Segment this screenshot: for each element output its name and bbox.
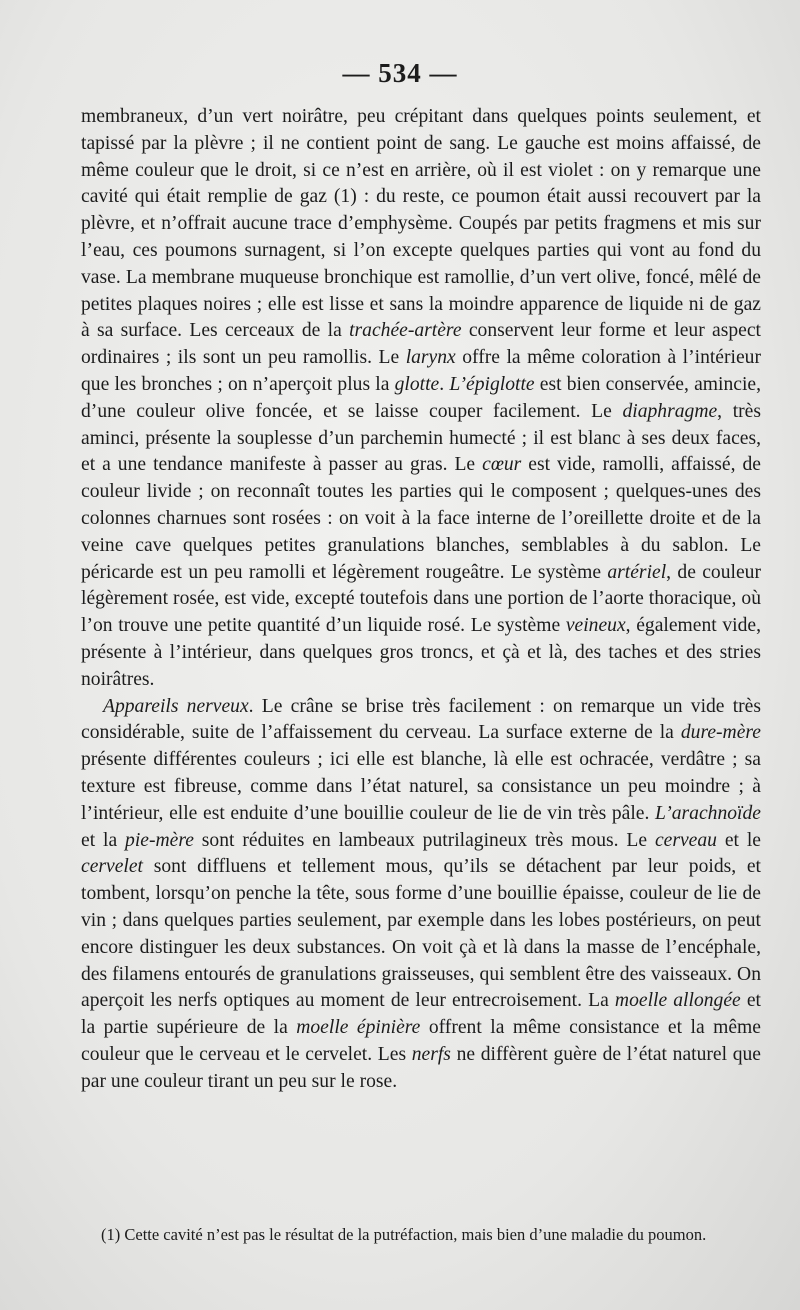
text-run: et la <box>81 829 126 851</box>
italic-term: veineux <box>565 615 626 637</box>
text-run: membraneux, d’un vert noirâtre, peu crépitant dans quelques points seulement, et tapissé par la plèvre ; il ne contient point de sang. Le gauche est moins affaissé, de même couleur que le droit, si ce n’est en arrière, où il est violet : on y remarque une cavité qui était remplie de gaz (1) : du reste, ce poumon était aussi recouvert par la plèvre, et n’offrait aucune trace d’emphysème. Coupés par petits fragmens et mis sur l’eau, ces poumons surnagent, si l’on excepte quelques parties qui vont au fond du vase. La membrane muqueuse bronchique est ramollie, d’un vert olive, foncé, mêlé de petites plaques noires ; elle est lisse et sans la moindre apparence de liquide ni de gaz à sa surface. Les cerceaux de la <box>81 106 761 342</box>
italic-term: artériel <box>607 561 667 583</box>
italic-term: larynx <box>405 347 456 369</box>
paragraph-nervous-system <box>81 694 761 1096</box>
text-run: conservent leur forme et leur aspect ordinaires ; ils sont un peu ramollis. Le <box>81 320 761 369</box>
italic-term: cerveau <box>654 829 717 851</box>
italic-term: dure-mère <box>680 722 761 744</box>
text-run: . <box>439 373 450 395</box>
text-run: sont diffluens et tellement mous, qu’ils se détachent par leur poids, et tombent, lorsqu’on penche la tête, sous forme d’une bouillie épaisse, couleur de lie de vin ; dans quelques parties seulement, par exemple dans les lobes postérieurs, on peut encore distinguer les deux substances. On voit çà et là dans la masse de l’encéphale, des filamens entourés de granulations graisseuses, qui semblent être des vaisseaux. On aperçoit les nerfs optiques au moment de leur entrecroisement. La <box>81 856 761 1012</box>
italic-term: pie-mère <box>125 829 194 851</box>
italic-term: moelle allongée <box>614 990 741 1012</box>
italic-term: moelle épinière <box>296 1017 421 1039</box>
text-run: présente différentes couleurs ; ici elle est blanche, là elle est ochracée, verdâtre ; sa texture est fibreuse, comme dans l’état naturel, sa consistance un peu moindre ; à l’intérieur, elle est enduite d’une bouillie couleur de lie de vin très pâle. <box>81 749 761 824</box>
footnote-text: (1) Cette cavité n’est pas le résultat de la putréfaction, mais bien d’une maladie du poumon. <box>101 1225 707 1244</box>
text-run: offrent la même consistance et la même couleur que le cerveau et le cervelet. Les <box>81 1017 761 1065</box>
italic-term: L’épiglotte <box>449 373 535 395</box>
text-run: est vide, ramolli, affaissé, de couleur livide ; on reconnaît toutes les parties qui le composent ; quelques-unes des colonnes charnues sont rosées : on voit à la face interne de l’oreillette droite et de la veine cave quelques petites granulations blanches, semblables à du sablon. Le péricarde est un peu ramolli et légèrement rougeâtre. Le système <box>81 454 761 583</box>
italic-term: cœur <box>482 454 522 476</box>
body-text <box>81 104 761 1095</box>
text-run: est bien conservée, amincie, d’une couleur olive foncée, et se laisse couper facilement. Le <box>81 373 762 422</box>
page-number: — 534 — <box>342 58 458 88</box>
text-run: . Le crâne se brise très facilement : on remarque un vide très considérable, suite de l’affaissement du cerveau. La surface externe de la <box>81 695 761 744</box>
italic-term: trachée-artère <box>349 320 462 342</box>
text-run: et le <box>716 829 761 851</box>
paragraph-autopsy-thorax <box>81 104 761 694</box>
text-run: sont réduites en lambeaux putrilagineux très mous. Le <box>193 829 655 851</box>
text-run: et la partie supérieure de la <box>81 990 761 1039</box>
text-run: ne diffèrent guère de l’état naturel que par une couleur tirant un peu sur le rose. <box>81 1043 761 1092</box>
text-run: , également vide, présente à l’intérieur, dans quelques gros troncs, et çà et là, des taches et des stries noirâtres. <box>81 615 761 690</box>
italic-term: L’arachnoïde <box>655 802 761 824</box>
italic-term: nerfs <box>411 1043 451 1065</box>
text-run: , très aminci, présente la souplesse d’un parchemin humecté ; il est blanc à ses deux faces, et a une tendance manifeste à passer au gras. Le <box>81 400 761 476</box>
section-heading-italic: Appareils nerveux <box>103 695 249 717</box>
text-run: offre la même coloration à l’intérieur que les bronches ; on n’aperçoit plus la <box>81 347 761 395</box>
italic-term: diaphragme <box>622 400 718 422</box>
footnote <box>81 1224 761 1246</box>
italic-term: cervelet <box>81 856 143 878</box>
text-run: , de couleur légèrement rosée, est vide, excepté toutefois dans une portion de l’aorte thoracique, où l’on trouve une petite quantité d’un liquide rosé. Le système <box>81 561 761 637</box>
italic-term: glotte <box>394 373 440 395</box>
